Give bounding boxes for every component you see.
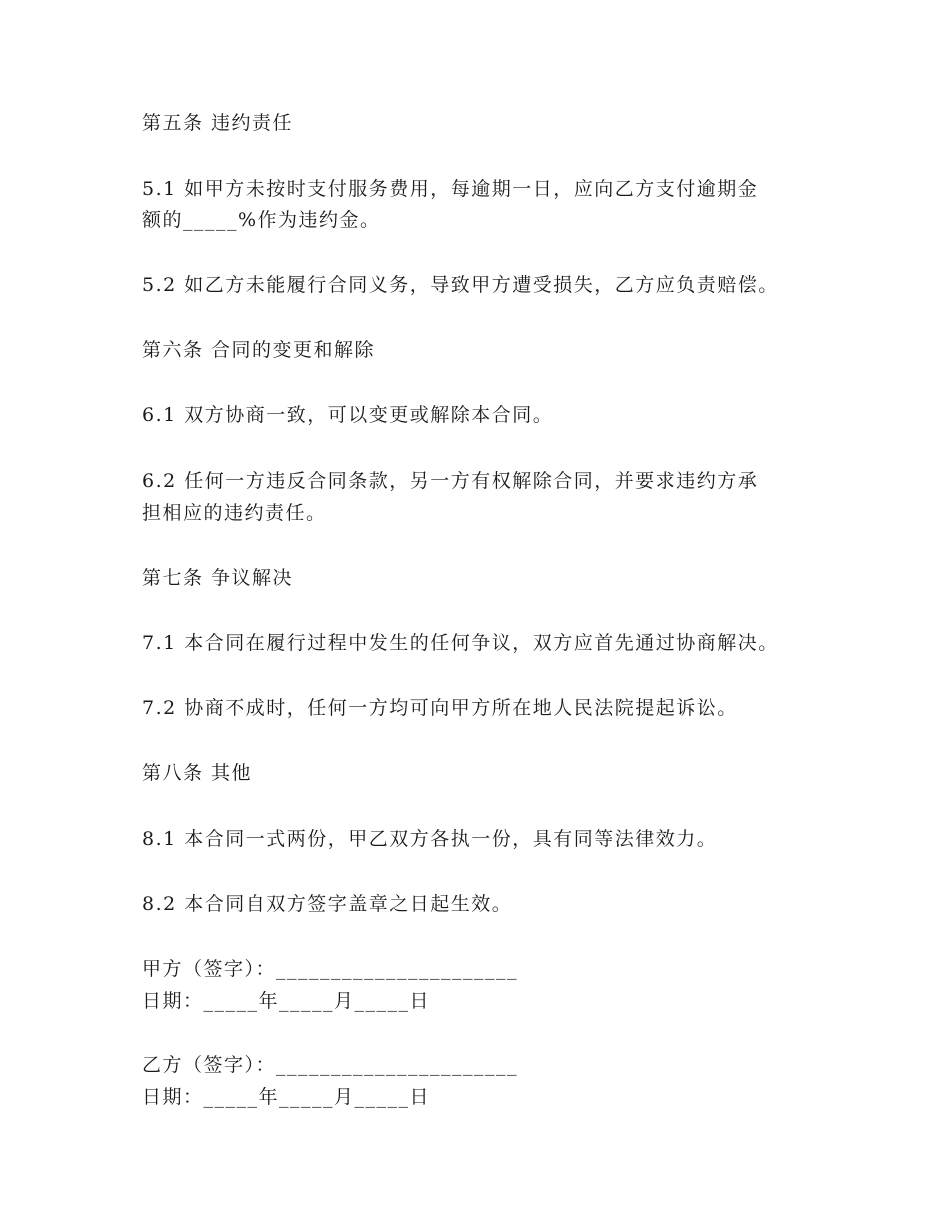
clause-8-1: 8.1 本合同一式两份，甲乙双方各执一份，具有同等法律效力。: [142, 828, 718, 850]
clause-6-1: 6.1 双方协商一致，可以变更或解除本合同。: [142, 404, 554, 426]
article-5-heading: 第五条 违约责任: [142, 112, 294, 134]
clause-6-2-line-1: 6.2 任何一方违反合同条款，另一方有权解除合同，并要求违约方承: [142, 470, 759, 492]
clause-6-2-line-2: 担相应的违约责任。: [142, 502, 327, 524]
party-a-signature: 甲方（签字）：______________________: [142, 958, 519, 980]
clause-5-2: 5.2 如乙方未能履行合同义务，导致甲方遭受损失，乙方应负责赔偿。: [142, 274, 779, 296]
clause-5-1-line-2: 额的_____%作为违约金。: [142, 209, 381, 231]
party-b-date: 日期：_____年_____月_____日: [142, 1086, 431, 1108]
clause-8-2: 8.2 本合同自双方签字盖章之日起生效。: [142, 893, 513, 915]
party-a-date: 日期：_____年_____月_____日: [142, 990, 431, 1012]
article-6-heading: 第六条 合同的变更和解除: [142, 339, 376, 361]
clause-7-1: 7.1 本合同在履行过程中发生的任何争议，双方应首先通过协商解决。: [142, 632, 779, 654]
party-b-signature: 乙方（签字）：______________________: [142, 1054, 519, 1076]
clause-5-1-line-1: 5.1 如甲方未按时支付服务费用，每逾期一日，应向乙方支付逾期金: [142, 178, 759, 200]
article-7-heading: 第七条 争议解决: [142, 567, 294, 589]
article-8-heading: 第八条 其他: [142, 762, 253, 784]
clause-7-2: 7.2 协商不成时，任何一方均可向甲方所在地人民法院提起诉讼。: [142, 697, 738, 719]
